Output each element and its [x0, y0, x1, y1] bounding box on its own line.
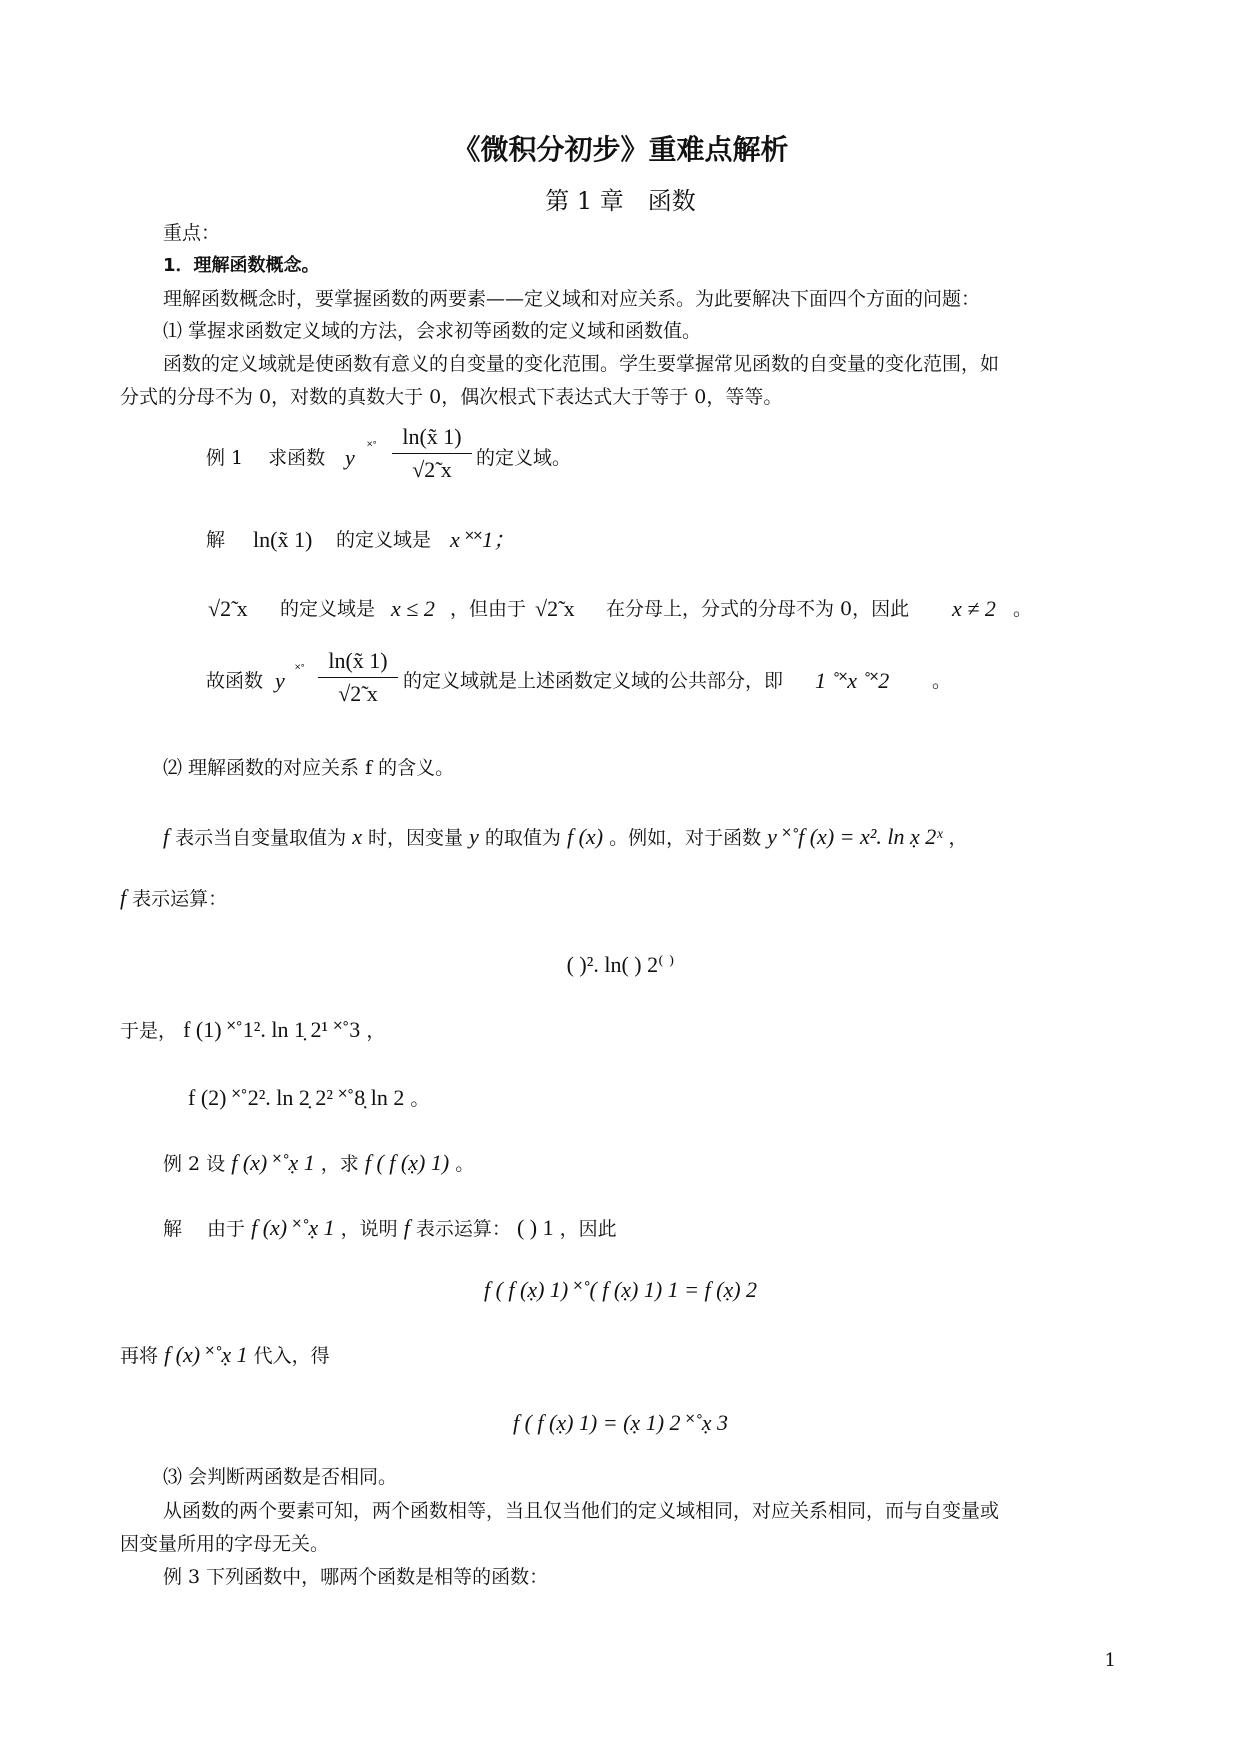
example-2: [163, 1150, 474, 1176]
paragraph-2-line-2: 分式的分母不为 0，对数的真数大于 0，偶次根式下表达式大于等于 0，等等。: [120, 386, 783, 408]
solution-2-definition: f (x) ˟˚x̣ 1: [251, 1215, 335, 1240]
solution-2-label: 解 由于: [163, 1218, 246, 1240]
calculation-1-prefix: 于是，: [120, 1020, 178, 1042]
document-title: 《微积分初步》重难点解析: [452, 133, 789, 166]
calculation-1-end: ，: [366, 1020, 386, 1042]
item-1-heading: ⑴ 掌握求函数定义域的方法，会求初等函数的定义域和函数值。: [163, 320, 702, 342]
domain-text-2: ，但由于: [450, 598, 527, 620]
example-2-end: 。: [455, 1153, 475, 1175]
example-2-target: f ( f (x̣) 1): [364, 1150, 450, 1175]
fraction-denominator: √2̃ x: [412, 457, 452, 482]
example-2-definition: f (x) ˟˚x̣ 1: [231, 1150, 315, 1175]
conclusion-range: 1 ˚˟x ˚˟2: [815, 668, 890, 693]
example-function: y ˟˚f (x) = x². ln x̣ 2ˣ: [767, 824, 943, 849]
substitution-expression: f (x) ˟˚x̣ 1: [164, 1342, 248, 1367]
fraction-denominator: √2̃ x: [338, 681, 378, 706]
example-1-label: 例 1 求函数: [206, 447, 326, 469]
chapter-heading: 第 1 章 函数: [545, 187, 696, 215]
calculation-2: [188, 1085, 429, 1111]
paragraph-2-line-1: 函数的定义域就是使函数有意义的自变量的变化范围。学生要掌握常见函数的自变量的变化范围，如: [163, 353, 1000, 375]
paragraph-1: 理解函数概念时，要掌握函数的两要素——定义域和对应关系。为此要解决下面四个方面的问题：: [163, 288, 981, 310]
equation-2: f ( f (x̣) 1) = (x̣ 1) 2 ˟˚x̣ 3: [512, 1410, 729, 1435]
calculation-2-end: 。: [410, 1088, 430, 1110]
solution-2-text-2: 表示运算：: [415, 1218, 511, 1240]
domain-text-1: 的定义域是: [280, 598, 376, 620]
calculation-1: [120, 1017, 385, 1043]
solution-2-text-3: ，因此: [559, 1218, 617, 1240]
operation-display: ( )². ln( ) 2⁽ ⁾: [566, 952, 675, 977]
domain-condition-1: x ≤ 2: [391, 596, 435, 621]
example-1-suffix: 的定义域。: [476, 447, 572, 469]
example-3: 例 3 下列函数中，哪两个函数是相等的函数：: [163, 1566, 549, 1588]
symbol-f: f: [403, 1215, 410, 1240]
symbol-f: f: [120, 885, 127, 910]
paragraph-4: [120, 885, 227, 911]
solution-2-text-1: ，说明: [340, 1218, 398, 1240]
paragraph-5-line-2: 因变量所用的字母无关。: [120, 1533, 330, 1555]
paragraph-3-text-1: 表示当自变量取值为: [175, 827, 347, 849]
symbol-fx: f (x): [566, 824, 604, 849]
paragraph-3: [163, 824, 968, 850]
page-number: 1: [1104, 1650, 1116, 1671]
symbol-x: x: [352, 824, 362, 849]
solution-1-expression: ln(x̃ 1): [253, 527, 313, 552]
paragraph-3-text-4: 。例如，对于函数: [609, 827, 762, 849]
paragraph-3-text-2: 时，因变量: [368, 827, 464, 849]
calculation-2-expression: f (2) ˟˚2². ln 2̣ 2² ˟˚8̣ ln 2: [188, 1085, 405, 1110]
example-1-equals: ˟˚: [367, 440, 378, 455]
conclusion-text: 的定义域就是上述函数定义域的公共部分，即: [403, 670, 784, 692]
example-2-label: 例 2 设: [163, 1153, 226, 1175]
conclusion-lhs: y: [275, 668, 285, 693]
calculation-1-expression: f (1) ˟˚1². ln 1̣ 2¹ ˟˚3: [183, 1017, 361, 1042]
solution-1-condition: x ˟˟1；: [450, 527, 516, 552]
solution-2: [163, 1215, 617, 1241]
paragraph-4-text: 表示运算：: [132, 888, 228, 910]
fraction-numerator: ln(x̃ 1): [328, 648, 388, 673]
domain-condition-2: x ≠ 2: [952, 596, 996, 621]
example-2-text: ，求: [320, 1153, 359, 1175]
paragraph-5-line-1: 从函数的两个要素可知，两个函数相等，当且仅当他们的定义域相同，对应关系相同，而与自变量或: [163, 1500, 1000, 1522]
example-1-lhs: y: [345, 445, 355, 470]
domain-text-3: 在分母上，分式的分母不为 0，因此: [606, 598, 910, 620]
solution-1-label: 解: [206, 529, 245, 551]
paragraph-3-end: ，: [948, 827, 968, 849]
symbol-f: f: [163, 824, 170, 849]
equation-1: f ( f (x̣) 1) ˟˚( f (x̣) 1) 1 = f (x̣) 2: [483, 1277, 758, 1302]
item-3-heading: ⑶ 会判断两函数是否相同。: [163, 1466, 398, 1488]
conclusion-equals: ˟˚: [295, 663, 306, 678]
fraction-numerator: ln(x̃ 1): [402, 424, 462, 449]
conclusion-prefix: 故函数: [206, 670, 264, 692]
sqrt-expression-1: √2̃ x: [208, 596, 248, 621]
sqrt-expression-2: √2̃ x: [535, 596, 575, 621]
substitution-text: 代入，得: [253, 1345, 330, 1367]
key-points-label: 重点：: [163, 222, 221, 244]
solution-2-operation: ( ) 1: [516, 1215, 554, 1240]
domain-end: 。: [1013, 598, 1033, 620]
solution-1-text: 的定义域是: [336, 529, 432, 551]
substitution-prefix: 再将: [120, 1345, 159, 1367]
point-1-heading: 1．理解函数概念。: [163, 255, 320, 276]
conclusion-fraction: [318, 648, 398, 707]
example-1-fraction: [392, 424, 472, 483]
symbol-y: y: [469, 824, 479, 849]
conclusion-end: 。: [932, 670, 952, 692]
substitution-line: [120, 1342, 330, 1368]
paragraph-3-text-3: 的取值为: [484, 827, 561, 849]
item-2-heading: ⑵ 理解函数的对应关系 f 的含义。: [163, 757, 455, 779]
